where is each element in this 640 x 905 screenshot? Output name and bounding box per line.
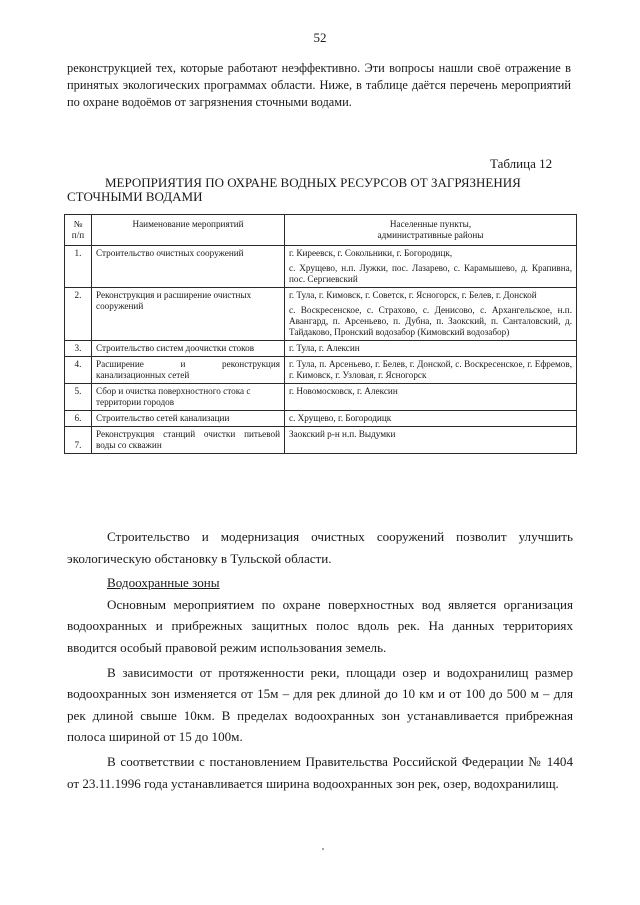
settlements-line: с. Хрущево, г. Богородицк: [289, 413, 392, 423]
row-settlements: [285, 246, 577, 288]
table-row: [65, 384, 577, 411]
header-settlements: [285, 215, 577, 246]
settlements-line: г. Киреевск, г. Сокольники, г. Богородицк,: [289, 248, 453, 258]
table-header-row: [65, 215, 577, 246]
row-measure: Расширение и реконструкция канализационных сетей: [92, 357, 285, 384]
table-row: [65, 288, 577, 341]
settlements-line: г. Тула, п. Арсеньево, г. Белев, г. Донской, с. Воскресенское, г. Ефремов, г. Кимовск, г. Узловая, г. Ясногорск: [289, 359, 572, 380]
header-number: [65, 215, 92, 246]
row-settlements: [285, 411, 577, 427]
row-measure: Реконструкция станций очистки питьевой воды со скважин: [92, 427, 285, 454]
row-number: 4.: [65, 357, 92, 384]
row-settlements: [285, 288, 577, 341]
table-title: МЕРОПРИЯТИЯ ПО ОХРАНЕ ВОДНЫХ РЕСУРСОВ ОТ ЗАГРЯЗНЕНИЯ СТОЧНЫМИ ВОДАМИ: [67, 175, 521, 204]
row-number: 6.: [65, 411, 92, 427]
settlements-line: с. Хрущево, н.п. Лужки, пос. Лазарево, с. Карамышево, д. Крапивна, пос. Сергиевский: [289, 263, 572, 284]
header-number-line2: п/п: [71, 230, 85, 240]
header-measure: [92, 215, 285, 246]
row-measure: Строительство сетей канализации: [92, 411, 285, 427]
page-number: 52: [313, 30, 327, 45]
row-settlements: [285, 427, 577, 454]
body-paragraph-3: В зависимости от протяженности реки, площади озер и водохранилищ размер водоохранных зон изменяется от 15м – для рек длиной до 10 км и от 100 до 500 м – для рек длиной свыше 10км. В пределах водоохранных зон устанавливается прибрежная полоса шириной от 15 до 100м.: [67, 664, 573, 745]
row-number: 3.: [65, 341, 92, 357]
row-measure: Реконструкция и расширение очистных сооружений: [92, 288, 285, 341]
body-paragraph-1: Строительство и модернизация очистных сооружений позволит улучшить экологическую обстановку в Тульской области.: [67, 529, 573, 566]
subheading-label: Водоохранные зоны: [107, 575, 220, 591]
row-settlements: [285, 384, 577, 411]
header-measure-label: Наименование мероприятий: [132, 219, 244, 229]
body-text: [67, 526, 573, 794]
row-measure: Строительство очистных сооружений: [92, 246, 285, 288]
row-number: 7.: [65, 427, 92, 454]
header-settlements-line2: административные районы: [377, 230, 484, 240]
table-row: [65, 341, 577, 357]
row-measure: Сбор и очистка поверхностного стока с территории городов: [92, 384, 285, 411]
row-settlements: [285, 341, 577, 357]
table-row: [65, 411, 577, 427]
row-measure: Строительство систем доочистки стоков: [92, 341, 285, 357]
intro-paragraph: реконструкцией тех, которые работают неэффективно. Эти вопросы нашли своё отражение в принятых экологических программах области. Ниже, в таблице даётся перечень мероприятий по охране водоёмов от загрязнения сточными водами.: [67, 61, 571, 109]
row-number: 2.: [65, 288, 92, 341]
row-number: 5.: [65, 384, 92, 411]
settlements-line: Заокский р-н н.п. Выдумки: [289, 429, 396, 439]
settlements-line: с. Воскресенское, с. Страхово, с. Денисово, с. Архангельское, н.п. Авангард, п. Арсеньево, п. Дубна, п. Заокский, п. Санталовский, д. Тайдаково, Пронский водозабор (Кимовский водозабор): [289, 305, 572, 337]
measures-table: [64, 214, 577, 454]
body-paragraph-4: В соответствии с постановлением Правительства Российской Федерации № 1404 от 23.11.1996 года устанавливается ширина водоохранных зон рек, озер, водохранилищ.: [67, 753, 573, 791]
settlements-line: г. Тула, г. Кимовск, г. Советск, г. Ясногорск, г. Белев, г. Донской: [289, 290, 537, 300]
row-settlements: [285, 357, 577, 384]
header-number-line1: №: [73, 219, 83, 229]
subheading-water-protection-zones: [67, 572, 573, 594]
settlements-line: г. Новомосковск, г. Алексин: [289, 386, 398, 396]
scan-speck: [322, 848, 324, 850]
table-row: [65, 246, 577, 288]
table-row: [65, 427, 577, 454]
header-settlements-line1: Населенные пункты,: [389, 219, 472, 229]
table-row: [65, 357, 577, 384]
settlements-line: г. Тула, г. Алексин: [289, 343, 360, 353]
body-paragraph-2: Основным мероприятием по охране поверхностных вод является организация водоохранных и прибрежных защитных полос вдоль рек. На данных территориях вводится особый правовой режим использования земель.: [67, 596, 573, 655]
table-caption: Таблица 12: [490, 156, 553, 171]
row-number: 1.: [65, 246, 92, 288]
